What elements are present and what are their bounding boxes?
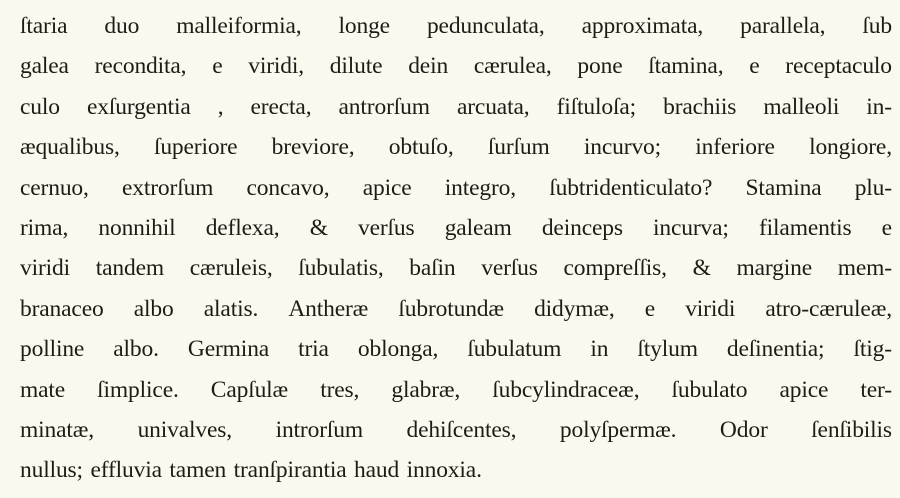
word: tamen [169,457,227,484]
word: viridi [20,255,71,282]
word: dehiſcentes, [406,416,517,443]
text-line [20,87,892,127]
word: extrorſum [121,174,214,201]
word: ſubulatum [467,336,562,363]
word: Odor [719,416,768,443]
word: filamentis [758,214,852,241]
word: cæruleis, [189,255,273,282]
word: mate [20,376,66,403]
word: ſimplice. [97,376,179,403]
word: pone [577,53,623,80]
word: ſubulatis, [298,255,384,282]
text-line [20,450,892,490]
word: ſubcylindraceæ, [492,376,640,403]
word: effluvia [90,457,162,484]
word: apice [362,174,412,201]
word: nullus; [20,457,83,484]
word: antrorſum [338,93,430,120]
word: duo [104,13,140,39]
word: in- [866,93,892,120]
text-line [20,289,892,329]
word: receptaculo [785,53,892,80]
word: ſuperiore [153,134,238,161]
text-line [20,168,892,208]
word: incurva; [653,214,729,241]
word: ſtylum [637,336,698,363]
word: ſubtridenticulato? [549,174,713,201]
word: æqualibus, [20,134,120,161]
word: didymæ, [534,295,615,322]
word: viridi [685,295,736,322]
text-line [20,127,892,167]
word: ſtamina, [648,53,724,80]
word: parallela, [740,13,826,39]
word: compreſſis, [563,255,667,282]
word: breviore, [271,134,355,161]
word: plu- [854,174,892,201]
word: arcuata, [456,93,530,120]
word: ſurſum [487,134,550,161]
word: alatis. [203,295,259,322]
word: Capſulæ [210,376,289,403]
word: recondita, [94,53,187,80]
word: malleoli [763,93,840,120]
text-line [20,410,892,450]
word: e [212,53,223,80]
word: ſtig- [853,336,892,363]
word: deflexa, [205,214,280,241]
word: tandem [95,255,164,282]
word: polline [20,336,85,363]
word: & [692,255,711,282]
word: cernuo, [20,174,89,201]
word: cærulea, [473,53,552,80]
word: mem- [837,255,892,282]
word: obtuſo, [388,134,454,161]
word: malleiformia, [176,13,302,39]
word: baſin [409,255,456,282]
text-line [20,46,892,86]
word: glabræ, [391,376,461,403]
word: branaceo [20,295,104,322]
word: pedunculata, [426,13,545,39]
word: integro, [444,174,517,201]
word: Antheræ [288,295,369,322]
word: Germina [187,336,270,363]
word: minatæ, [20,416,95,443]
word: e [881,214,892,241]
word: e [644,295,656,322]
word: viridi, [248,53,305,80]
word: concavo, [246,174,330,201]
word: ſubrotundæ [398,295,504,322]
word: longiore, [809,134,892,161]
text-line [20,208,892,248]
word: rima, [20,214,69,241]
word: galea [20,53,69,80]
word: erecta, [250,93,312,120]
word: ſubulato [671,376,748,403]
word: deinceps [541,214,623,241]
word: polyſpermæ. [559,416,677,443]
word: margine [736,255,812,282]
word: , [217,93,224,120]
word: exſurgentia [86,93,191,120]
word: & [309,214,328,241]
word: culo [20,93,60,120]
word: dilute [329,53,383,80]
word: univalves, [137,416,233,443]
word: inferiore [695,134,775,161]
text-line [20,370,892,410]
word: ſenſibilis [811,416,892,443]
word: galeam [444,214,512,241]
word: ſtaria [20,13,68,39]
word: apice [779,376,829,403]
word: tranſpirantia [233,457,347,484]
body-text [20,6,892,491]
word: albo. [113,336,159,363]
text-line [20,248,892,288]
word: e [749,53,760,80]
word: introrſum [275,416,363,443]
word: longe [338,13,390,39]
text-line [20,6,892,46]
word: in [590,336,609,363]
word: tres, [320,376,360,403]
word: oblonga, [357,336,439,363]
word: deſinentia; [726,336,825,363]
word: tria [298,336,329,363]
word: approximata, [581,13,704,39]
word: ter- [860,376,892,403]
text-line [20,329,892,369]
word: incurvo; [583,134,662,161]
word: innoxia. [406,457,482,484]
word: atro-cæruleæ, [765,295,892,322]
word: brachiis [663,93,737,120]
word: Stamina [745,174,822,201]
word: dein [408,53,449,80]
word: nonnihil [98,214,176,241]
word: verſus [358,214,415,241]
word: haud [354,457,400,484]
word: albo [133,295,174,322]
word: fiſtuloſa; [556,93,636,120]
word: verſus [481,255,538,282]
word: ſub [862,13,892,39]
